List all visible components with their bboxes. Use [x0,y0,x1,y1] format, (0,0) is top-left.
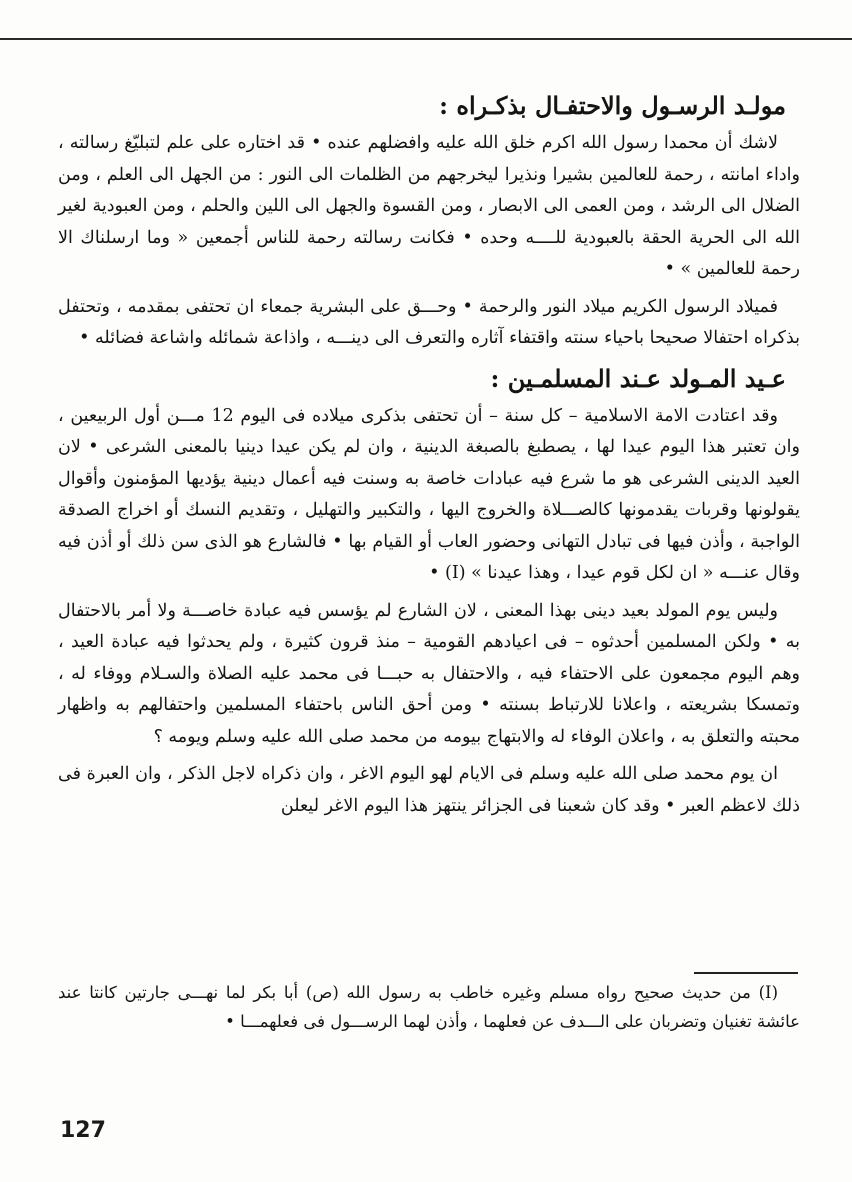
section-heading-eid: عـيد المـولد عـند المسلمـين : [490,363,786,393]
paragraph-5: ان يوم محمد صلى الله عليه وسلم فى الايام لهو اليوم الاغر ، وان ذكراه لاجل الذكر ، وان العبرة فى ذلك لاعظم العبر • وقد كان شعبنا فى الجزائر ينتهز هذا اليوم الاغر ليعلن [58,764,800,816]
paragraph-4: وليس يوم المولد بعيد دينى بهذا المعنى ، لان الشارع لم يؤسس فيه عبادة خاصـــة ولا أمر بالاحتفال به • ولكن المسلمين أحدثوه – فى اعيادهم القومية – منذ قرون كثيرة ، ولم يحدثوا فيه عبادة العيد ، وهم اليوم مجمعون على الاحتفاء فيه ، والاحتفال به حبـــا فى محمد عليه الصلاة والسـلام ووفاء له ، وتمسكا بشريعته ، واعلانا للارتباط بسنته • ومن أحق الناس باحتفاء المسلمين واحتفالهم به واظهار محبته والتعلق به ، واعلان الوفاء له والابتهاج بيومه من محمد صلى الله عليه وسلم ويومه ؟ [58,600,800,747]
paragraph-2: فميلاد الرسول الكريم ميلاد النور والرحمة • وحـــق على البشرية جمعاء ان تحتفى بمقدمه ، وتحتفل بذكراه احتفالا صحيحا باحياء سنته واقتفاء آثاره والتعرف الى دينـــه ، واذاعة شمائله واشاعة فضائله • [58,296,800,348]
top-rule [0,38,852,40]
footnote: (I) من حديث صحيح رواه مسلم وغيره خاطب به رسول الله (ص) أبا بكر لما نهـــى جارتين كانتا عند عائشة تغنيان وتضربان على الـــدف عن فعلهما ، وأذن لهما الرســـول فى فعلهمـــا • [58,983,800,1031]
footnote-rule [694,972,798,974]
paragraph-3: وقد اعتادت الامة الاسلامية – كل سنة – أن تحتفى بذكرى ميلاده فى اليوم 12 مـــن أول الربيعين ، وان تعتبر هذا اليوم عيدا لها ، يصطبغ بالصبغة الدينية ، وان لم يكن عيدا دينيا بالمعنى الشرعى • لان العيد الدينى الشرعى هو ما شرع فيه عبادات خاصة به وسنت فيه أعمال دينية يؤديها المؤمنون وأقوال يقولونها وقربات يقدمونها كالصـــلاة والخروج اليها ، والتكبير والتهليل ، وتقديم النسك أو اخراج الصدقة الواجبة ، وأذن فيها فى تبادل التهانى وحضور العاب أو القيام بها • فالشارع هو الذى سن ذلك أو أذن فيه وقال عنـــه « ان لكل قوم عيدا ، وهذا عيدنا » (I) • [58,405,800,583]
section-heading-mawlid: مولـد الرسـول والاحتفـال بذكـراه : [439,91,786,120]
paragraph-1: لاشك أن محمدا رسول الله اكرم خلق الله عليه وافضلهم عنده • قد اختاره على علم لتبليّغ رسالته ، واداء امانته ، رحمة للعالمين بشيرا ونذيرا ليخرجهم من الظلمات الى النور : من الجهل الى العلم ، ومن الضلال الى الرشد ، ومن العمى الى الابصار ، ومن القسوة والجهل الى اللين والحلم ، ومن العبودية لغير الله الى الحرية الحقة بالعبودية للــــه وحده • فكانت رسالته رحمة للناس أجمعين « وما ارسلناك الا رحمة للعالمين » • [58,133,800,279]
page-number: 127 [60,1118,106,1143]
page-body [58,88,800,826]
